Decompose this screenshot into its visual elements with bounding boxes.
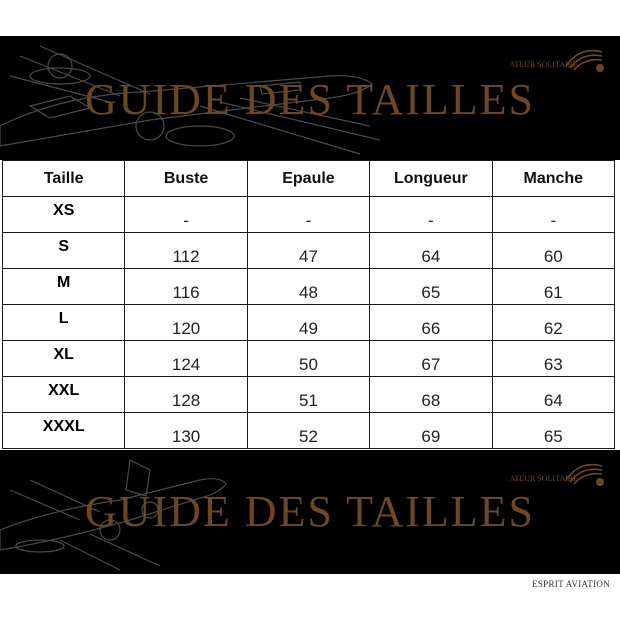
brand-logo (486, 454, 606, 494)
table-row (3, 269, 615, 305)
brand-text: ATEUR SOLITAIRE (509, 474, 578, 483)
buste-cell: 124 (125, 341, 247, 377)
longueur-cell: 64 (370, 233, 492, 269)
size-cell: XS (3, 197, 125, 233)
header-buste: Buste (125, 161, 247, 197)
manche-cell: 62 (492, 305, 614, 341)
header-manche: Manche (492, 161, 614, 197)
manche-cell: 61 (492, 269, 614, 305)
wing-logo-icon (562, 454, 606, 490)
epaule-cell: - (247, 197, 369, 233)
size-table-container (2, 160, 615, 449)
longueur-cell: 65 (370, 269, 492, 305)
longueur-cell: 68 (370, 377, 492, 413)
size-cell: XL (3, 341, 125, 377)
manche-cell: 65 (492, 413, 614, 449)
top-banner (0, 36, 620, 160)
epaule-cell: 49 (247, 305, 369, 341)
brand-text: ATEUR SOLITAIRE (509, 60, 578, 69)
manche-cell: 60 (492, 233, 614, 269)
wing-logo-icon (562, 40, 606, 76)
longueur-cell: 69 (370, 413, 492, 449)
header-taille: Taille (3, 161, 125, 197)
manche-cell: 63 (492, 341, 614, 377)
table-row (3, 233, 615, 269)
longueur-cell: - (370, 197, 492, 233)
table-row (3, 413, 615, 449)
buste-cell: 112 (125, 233, 247, 269)
epaule-cell: 47 (247, 233, 369, 269)
longueur-cell: 67 (370, 341, 492, 377)
buste-cell: - (125, 197, 247, 233)
size-cell: M (3, 269, 125, 305)
size-cell: S (3, 233, 125, 269)
table-row (3, 197, 615, 233)
manche-cell: 64 (492, 377, 614, 413)
epaule-cell: 48 (247, 269, 369, 305)
size-cell: L (3, 305, 125, 341)
footer-brand-text: ESPRIT AVIATION (532, 579, 610, 589)
longueur-cell: 66 (370, 305, 492, 341)
banner-title: GUIDE DES TAILLES (84, 75, 536, 124)
table-row (3, 305, 615, 341)
header-longueur: Longueur (370, 161, 492, 197)
epaule-cell: 52 (247, 413, 369, 449)
buste-cell: 116 (125, 269, 247, 305)
epaule-cell: 51 (247, 377, 369, 413)
table-row (3, 377, 615, 413)
buste-cell: 130 (125, 413, 247, 449)
table-header-row (3, 161, 615, 197)
size-table (2, 160, 615, 449)
banner-title: GUIDE DES TAILLES (84, 487, 536, 536)
header-epaule: Epaule (247, 161, 369, 197)
buste-cell: 120 (125, 305, 247, 341)
size-cell: XXL (3, 377, 125, 413)
buste-cell: 128 (125, 377, 247, 413)
epaule-cell: 50 (247, 341, 369, 377)
brand-logo (486, 40, 606, 80)
manche-cell: - (492, 197, 614, 233)
table-row (3, 341, 615, 377)
bottom-banner (0, 450, 620, 574)
size-cell: XXXL (3, 413, 125, 449)
